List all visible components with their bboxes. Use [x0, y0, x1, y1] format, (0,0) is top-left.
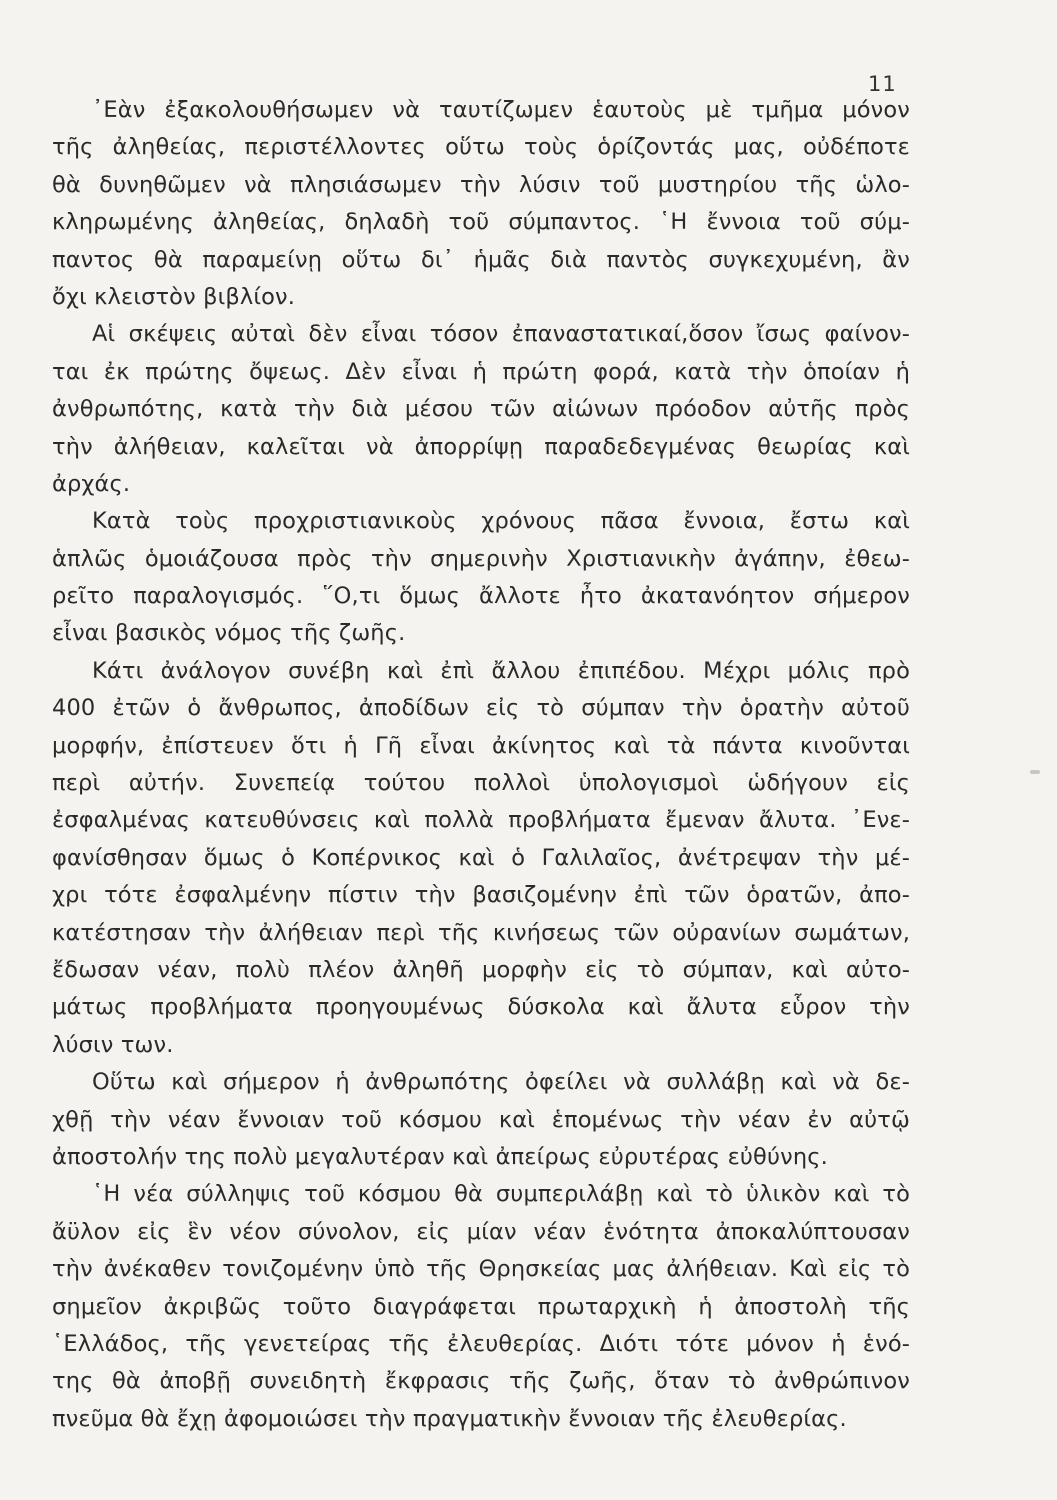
- text-line: σημεῖον ἀκριβῶς τοῦτο διαγράφεται πρωταρχικὴ ἡ ἀποστολὴ τῆς: [52, 1293, 910, 1320]
- text-line: ἀνθρωπότης, κατὰ τὴν διὰ μέσου τῶν αἰώνων πρόοδον αὐτῆς πρὸς: [52, 396, 910, 423]
- text-line: Οὕτω καὶ σήμερον ἡ ἀνθρωπότης ὀφείλει νὰ συλλάβῃ καὶ νὰ δε-: [92, 1069, 910, 1096]
- text-line: ῾Η νέα σύλληψις τοῦ κόσμου θὰ συμπεριλάβῃ καὶ τὸ ὑλικὸν καὶ τὸ: [92, 1181, 910, 1208]
- text-line: εἶναι βασικὸς νόμος τῆς ζωῆς.: [52, 620, 406, 647]
- body-text: [52, 92, 910, 1438]
- text-line: ρεῖτο παραλογισμός. ῞Ο,τι ὅμως ἄλλοτε ἦτο ἀκατανόητον σήμερον: [52, 583, 910, 610]
- text-line: χθῇ τὴν νέαν ἔννοιαν τοῦ κόσμου καὶ ἑπομένως τὴν νέαν ἐν αὐτῷ: [52, 1106, 910, 1133]
- text-line: ὄχι κλειστὸν βιβλίον.: [52, 283, 296, 310]
- text-line: ἐσφαλμένας κατευθύνσεις καὶ πολλὰ προβλήματα ἔμεναν ἄλυτα. ᾿Ενε-: [52, 807, 910, 834]
- text-line: λύσιν των.: [52, 1031, 174, 1058]
- text-line: Αἱ σκέψεις αὐταὶ δὲν εἶναι τόσον ἐπαναστατικαί,ὅσον ἴσως φαίνον-: [92, 321, 910, 348]
- text-line: της θὰ ἀποβῇ συνειδητὴ ἔκφρασις τῆς ζωῆς, ὅταν τὸ ἀνθρώπινον: [52, 1368, 910, 1395]
- text-line: κληρωμένης ἀληθείας, δηλαδὴ τοῦ σύμπαντος. ῾Η ἔννοια τοῦ σύμ-: [52, 209, 910, 236]
- text-line: 400 ἐτῶν ὁ ἄνθρωπος, ἀποδίδων εἰς τὸ σύμπαν τὴν ὁρατὴν αὐτοῦ: [52, 695, 910, 722]
- page-number: 11: [868, 72, 897, 96]
- text-line: Κάτι ἀνάλογον συνέβη καὶ ἐπὶ ἄλλου ἐπιπέδου. Μέχρι μόλις πρὸ: [92, 657, 910, 684]
- text-line: μάτως προβλήματα προηγουμένως δύσκολα καὶ ἄλυτα εὗρον τὴν: [52, 994, 910, 1021]
- text-line: ται ἐκ πρώτης ὄψεως. Δὲν εἶναι ἡ πρώτη φορά, κατὰ τὴν ὁποίαν ἡ: [52, 358, 910, 385]
- text-line: πνεῦμα θὰ ἔχῃ ἀφομοιώσει τὴν πραγματικὴν ἔννοιαν τῆς ἐλευθερίας.: [52, 1405, 847, 1432]
- text-line: ἀρχάς.: [52, 470, 131, 497]
- text-line: φανίσθησαν ὅμως ὁ Κοπέρνικος καὶ ὁ Γαλιλαῖος, ἀνέτρεψαν τὴν μέ-: [52, 844, 910, 871]
- text-line: τὴν ἀνέκαθεν τονιζομένην ὑπὸ τῆς Θρησκείας μας ἀλήθειαν. Καὶ εἰς τὸ: [52, 1256, 910, 1283]
- text-line: θὰ δυνηθῶμεν νὰ πλησιάσωμεν τὴν λύσιν τοῦ μυστηρίου τῆς ὡλο-: [52, 171, 910, 198]
- text-line: κατέστησαν τὴν ἀλήθειαν περὶ τῆς κινήσεως τῶν οὐρανίων σωμάτων,: [52, 919, 910, 946]
- text-line: τῆς ἀληθείας, περιστέλλοντες οὕτω τοὺς ὁρίζοντάς μας, οὐδέποτε: [52, 134, 910, 161]
- text-line: τὴν ἀλήθειαν, καλεῖται νὰ ἀπορρίψῃ παραδεδεγμένας θεωρίας καὶ: [52, 433, 910, 460]
- scan-artifact: [1030, 770, 1040, 774]
- text-line: μορφήν, ἐπίστευεν ὅτι ἡ Γῆ εἶναι ἀκίνητος καὶ τὰ πάντα κινοῦνται: [52, 732, 910, 759]
- text-line: ἀποστολήν της πολὺ μεγαλυτέραν καὶ ἀπείρως εὐρυτέρας εὐθύνης.: [52, 1143, 828, 1170]
- text-line: ῾Ελλάδος, τῆς γενετείρας τῆς ἐλευθερίας. Διότι τότε μόνον ἡ ἑνό-: [52, 1330, 910, 1357]
- text-line: παντος θὰ παραμείνῃ οὕτω δι᾿ ἡμᾶς διὰ παντὸς συγκεχυμένη, ἂν: [52, 246, 910, 273]
- text-line: περὶ αὐτήν. Συνεπείᾳ τούτου πολλοὶ ὑπολογισμοὶ ὡδήγουν εἰς: [52, 770, 910, 797]
- text-line: ἁπλῶς ὁμοιάζουσα πρὸς τὴν σημερινὴν Χριστιανικὴν ἀγάπην, ἐθεω-: [52, 545, 910, 572]
- text-line: ἄϋλον εἰς ἓν νέον σύνολον, εἰς μίαν νέαν ἑνότητα ἀποκαλύπτουσαν: [52, 1218, 910, 1245]
- text-line: χρι τότε ἐσφαλμένην πίστιν τὴν βασιζομένην ἐπὶ τῶν ὁρατῶν, ἀπο-: [52, 882, 910, 909]
- text-line: ἔδωσαν νέαν, πολὺ πλέον ἀληθῆ μορφὴν εἰς τὸ σύμπαν, καὶ αὐτο-: [52, 956, 910, 983]
- text-line: ᾿Εὰν ἐξακολουθήσωμεν νὰ ταυτίζωμεν ἑαυτοὺς μὲ τμῆμα μόνον: [92, 97, 910, 123]
- text-line: Κατὰ τοὺς προχριστιανικοὺς χρόνους πᾶσα ἔννοια, ἔστω καὶ: [92, 508, 910, 535]
